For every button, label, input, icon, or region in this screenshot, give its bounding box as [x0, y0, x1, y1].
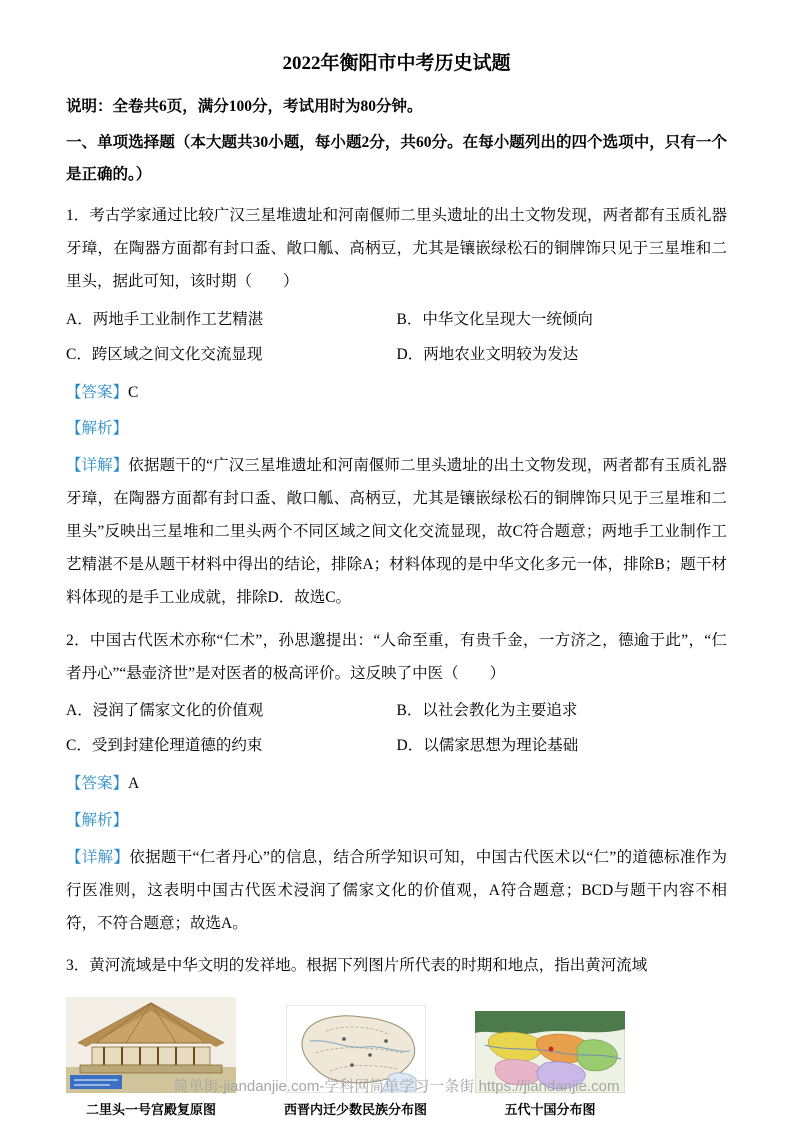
question-2-stem: 2．中国古代医术亦称“仁术”，孙思邈提出：“人命至重，有贵千金，一方济之，德逾于此”，“仁者丹心”“悬壶济世”是对医者的极高评价。这反映了中医（ ）	[66, 631, 727, 682]
question-1-analysis-line	[66, 413, 727, 446]
question-1-option-a: A．两地手工业制作工艺精湛	[66, 310, 264, 328]
question-1-option-b: B．中华文化呈现大一统倾向	[396, 310, 593, 328]
answer-label: 【答案】	[66, 383, 129, 401]
figure-caption: 西晋内迁少数民族分布图	[284, 1102, 428, 1118]
question-2-option-c: C．受到封建伦理道德的约束	[66, 737, 263, 755]
analysis-label: 【解析】	[66, 420, 129, 438]
question-3-figures	[66, 997, 727, 1118]
question-1-detail	[66, 450, 727, 614]
question-3-stem: 3．黄河流域是中华文明的发祥地。根据下列图片所代表的时期和地点，指出黄河流域	[66, 957, 648, 975]
figure-erlitou-palace	[66, 997, 236, 1118]
answer-value: A	[128, 775, 140, 793]
question-1-option-d: D．两地农业文明较为发达	[396, 345, 579, 363]
detail-text: 依据题干“仁者丹心”的信息，结合所学知识可知，中国古代医术以“仁”的道德标准作为行医准则，这表明中国古代医术浸润了儒家文化的价值观，A符合题意；BCD与题干内容不相符，不符合题意；故选A。	[66, 848, 727, 932]
footer-watermark: 简单街-jiandanjie.com-学科网简单学习一条街 https://jiandanjie.com	[173, 1078, 620, 1095]
question-2-detail	[66, 842, 727, 941]
question-1-option-c: C．跨区域之间文化交流显现	[66, 345, 263, 363]
analysis-label: 【解析】	[66, 811, 129, 829]
question-1-options	[66, 303, 727, 373]
question-2-option-b: B．以社会教化为主要追求	[396, 702, 578, 720]
exam-instructions: 说明：全卷共6页，满分100分，考试用时为80分钟。	[66, 98, 423, 115]
question-2-analysis-line	[66, 805, 727, 838]
figure-caption: 五代十国分布图	[504, 1102, 596, 1118]
question-2-options	[66, 694, 727, 764]
figure-five-dynasties-map	[475, 1011, 625, 1118]
answer-label: 【答案】	[66, 775, 129, 793]
figure-western-jin-map	[284, 1005, 427, 1118]
figure-caption: 二里头一号宫殿复原图	[85, 1102, 216, 1118]
question-2	[66, 625, 727, 941]
question-2-option-a: A．浸润了儒家文化的价值观	[66, 702, 264, 720]
page-title: 2022年衡阳市中考历史试题	[282, 53, 511, 74]
question-1-stem: 1．考古学家通过比较广汉三星堆遗址和河南偃师二里头遗址的出土文物发现，两者都有玉质礼器牙璋，在陶器方面都有封口盉、敞口觚、高柄豆，尤其是镶嵌绿松石的铜牌饰只见于三星堆和二里头，据此可知，该时期（ ）	[66, 207, 727, 291]
detail-label: 【详解】	[66, 848, 130, 866]
question-1-answer-line	[66, 377, 727, 410]
detail-text: 依据题干的“广汉三星堆遗址和河南偃师二里头遗址的出土文物发现，两者都有玉质礼器牙璋，在陶器方面都有封口盉、敞口觚、高柄豆，尤其是镶嵌绿松石的铜牌饰只见于三星堆和二里头”反映出三星堆和二里头两个不同区域之间文化交流显现，故C符合题意；两地手工业制作工艺精湛不是从题干材料中得出的结论，排除A；材料体现的是中华文化多元一体，排除B；题干材料体现的是手工业成就，排除D．故选C。	[66, 457, 727, 606]
detail-label: 【详解】	[66, 457, 129, 475]
question-1	[66, 200, 727, 614]
question-2-option-d: D．以儒家思想为理论基础	[396, 737, 579, 755]
question-2-answer-line	[66, 768, 727, 801]
answer-value: C	[128, 383, 139, 401]
section-header: 一、单项选择题（本大题共30小题，每小题2分，共60分。在每小题列出的四个选项中，只有一个是正确的。）	[66, 133, 727, 183]
